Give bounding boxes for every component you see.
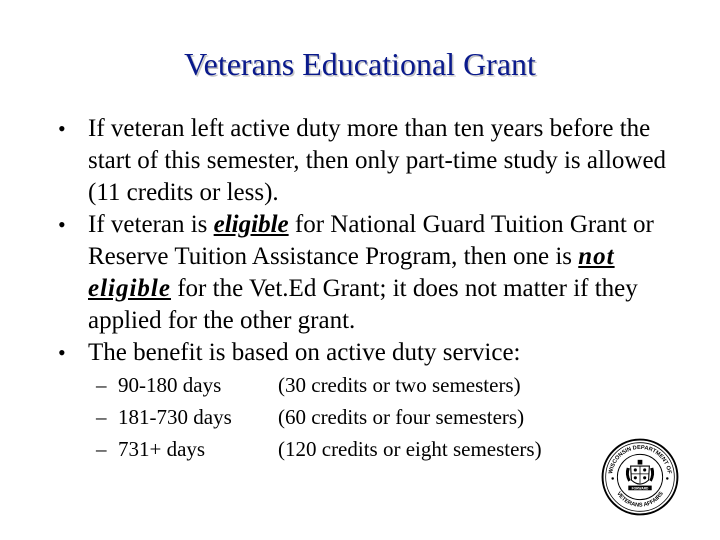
bullet-dot: •: [58, 212, 66, 237]
tier-credits: (120 credits or eight semesters): [278, 437, 542, 461]
bullet-dot: •: [58, 116, 66, 141]
bullet-list: [58, 113, 698, 369]
tier-credits: (30 credits or two semesters): [278, 373, 521, 397]
tier-row: [96, 433, 542, 465]
tier-days: 90-180 days: [118, 373, 222, 397]
emphasis-eligible: eligible: [213, 211, 289, 238]
sub-dash: –: [96, 437, 107, 461]
bullet-text: If veteran left active duty more than ten years before the start of this semester, then only part-time study is allowed (11 credits or less).: [88, 115, 667, 206]
seal-banner-text: FORWARD: [631, 486, 649, 491]
seal-top-text: WISCONSIN DEPARTMENT OF: [608, 444, 672, 475]
emphasis-not-eligible: not eligible: [88, 243, 615, 302]
bullet-dot: •: [58, 340, 66, 365]
tier-days: 731+ days: [118, 437, 206, 461]
sub-dash: –: [96, 373, 107, 397]
wdva-seal-icon: [601, 438, 679, 516]
tier-row: [96, 369, 542, 401]
bullet-text-part: for the Vet.Ed Grant; it does not matter if they applied for the other grant.: [88, 275, 638, 334]
benefit-tiers: [96, 369, 542, 465]
tier-credits: (60 credits or four semesters): [278, 405, 525, 429]
bullet-text-part: If veteran is: [88, 211, 214, 238]
tier-days: 181-730 days: [118, 405, 232, 429]
bullet-item-eligibility: [58, 209, 698, 337]
bullet-item-time-limit: [58, 113, 698, 209]
slide-title: Veterans Educational Grant: [184, 46, 536, 82]
bullet-text-part: for National Guard Tuition Grant or Reserve Tuition Assistance Program, then one is: [88, 211, 654, 270]
bullet-item-benefit: [58, 337, 698, 369]
seal-bottom-text: VETERANS AFFAIRS: [615, 490, 665, 509]
sub-dash: –: [96, 405, 107, 429]
tier-row: [96, 401, 542, 433]
bullet-text: The benefit is based on active duty service:: [88, 339, 521, 366]
